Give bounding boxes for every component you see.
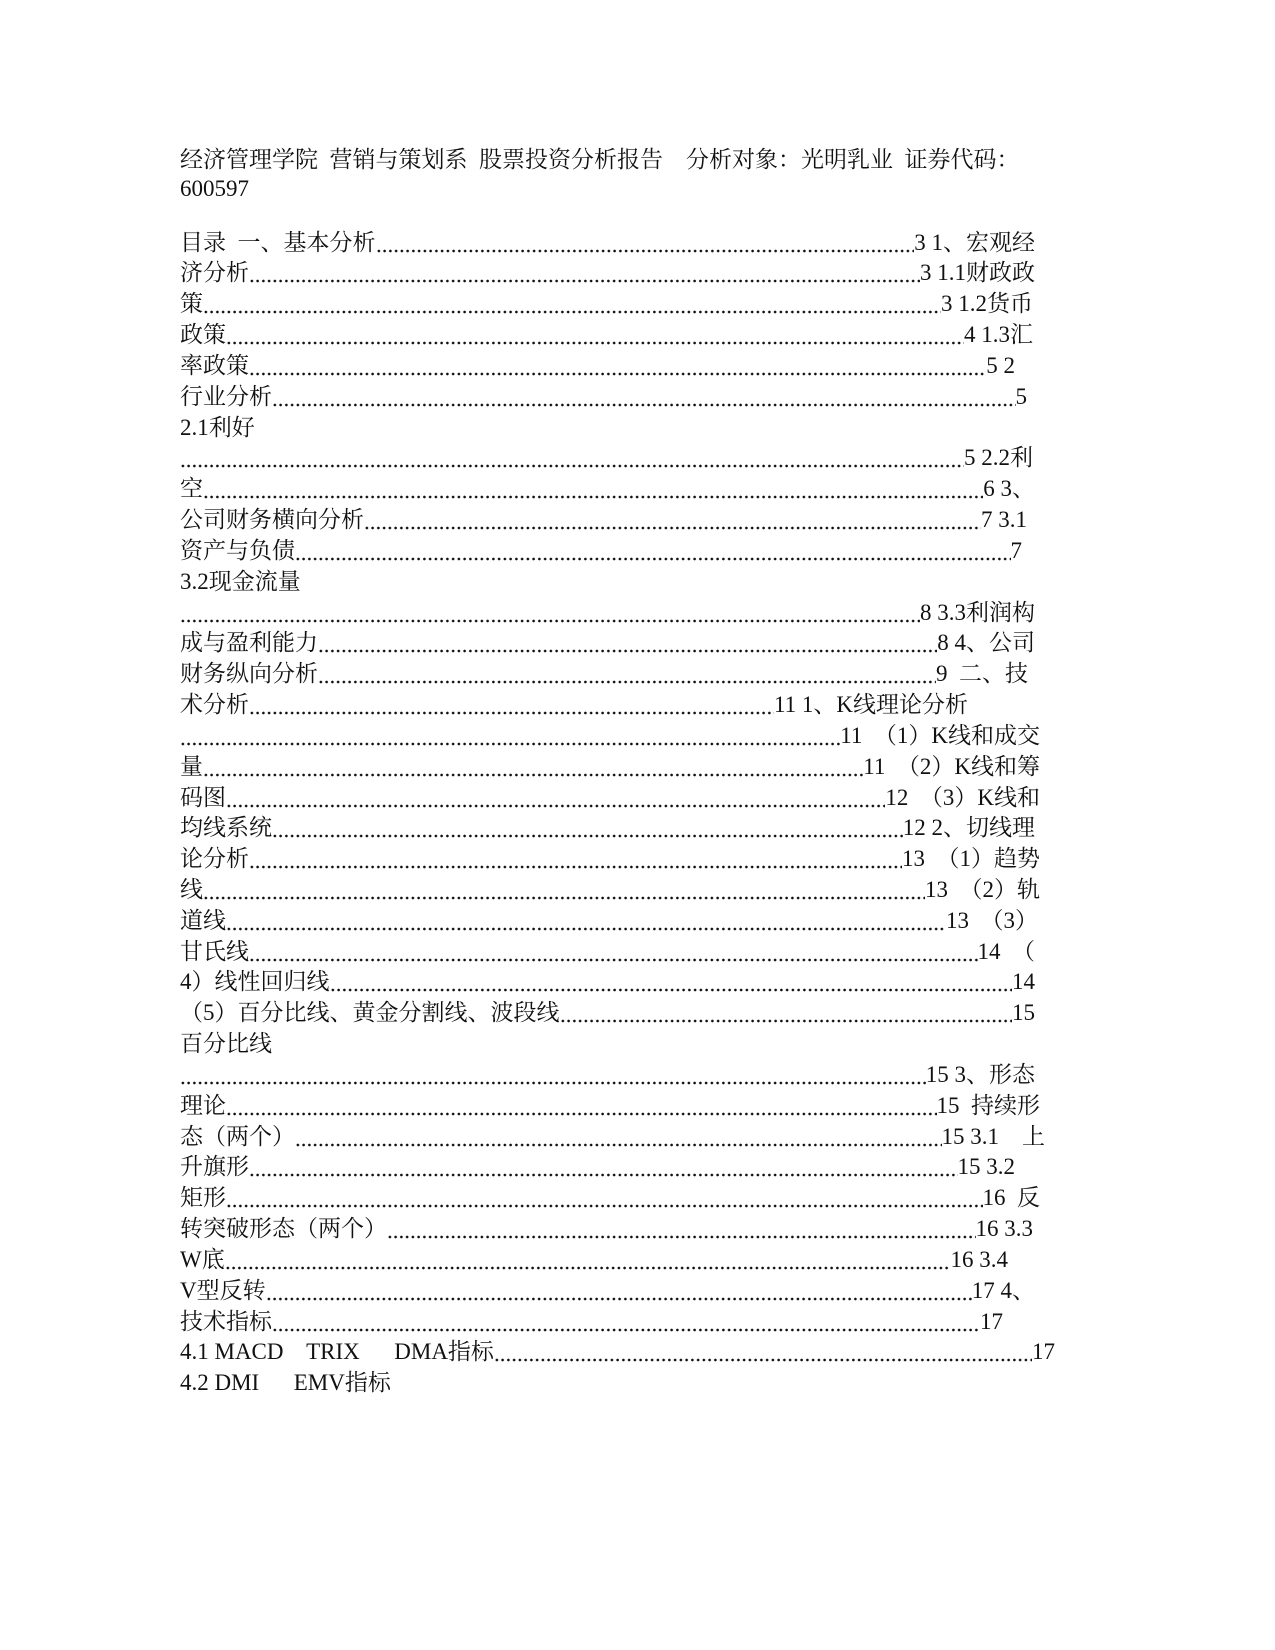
toc-page-text: 13 （1）趋势 <box>902 846 1040 872</box>
toc-entry-text: 论分析 <box>180 846 249 872</box>
toc-page-text: 5 <box>1015 383 1027 409</box>
dot-leader <box>249 1152 958 1183</box>
dot-leader <box>330 967 1013 998</box>
dot-leader <box>387 1214 976 1245</box>
dot-leader <box>226 1091 937 1122</box>
dot-leader <box>272 1307 980 1338</box>
toc-line <box>180 413 1080 444</box>
toc-page-text: 17 <box>1032 1339 1055 1365</box>
toc-line <box>180 1122 1045 1153</box>
toc-line <box>180 937 1035 968</box>
toc-line <box>180 1091 1040 1122</box>
toc-line <box>180 998 1035 1029</box>
dot-leader <box>226 906 946 937</box>
toc-page-text: 3 1.1财政政 <box>920 260 1035 286</box>
dot-leader <box>318 628 937 659</box>
toc-line <box>180 783 1040 814</box>
toc-line <box>180 721 1040 752</box>
report-header <box>180 145 1080 203</box>
toc-entry-text: 技术指标 <box>180 1308 272 1334</box>
toc-line <box>180 1183 1040 1214</box>
toc-line <box>180 443 1033 474</box>
toc-line <box>180 505 1027 536</box>
toc-line <box>180 875 1040 906</box>
dot-leader <box>376 228 915 259</box>
dot-leader <box>494 1337 1032 1368</box>
toc-page-text: 16 反 <box>982 1185 1040 1211</box>
dot-leader <box>226 320 964 351</box>
toc-page-text: 14 <box>1012 969 1035 995</box>
toc-line <box>180 536 1022 567</box>
toc-entry-text: 4.1 MACD TRIX DMA指标 <box>180 1339 494 1365</box>
toc-entry-text: 4.2 DMI EMV指标 <box>180 1370 391 1396</box>
toc-line <box>180 351 1015 382</box>
dot-leader <box>203 752 863 783</box>
report-title-line: 经济管理学院 营销与策划系 股票投资分析报告 分析对象：光明乳业 证券代码： <box>180 147 1020 172</box>
toc-page-text: 13 （3） <box>946 907 1038 933</box>
toc-page-text: 12 （3）K线和 <box>885 784 1040 810</box>
dot-leader <box>225 1245 951 1276</box>
dot-leader <box>560 998 1013 1029</box>
dot-leader <box>180 598 920 629</box>
toc-line <box>180 1214 1033 1245</box>
toc-page-text: 13 （2）轨 <box>925 876 1040 902</box>
toc-page-text: 9 二、技 <box>936 661 1028 687</box>
toc-page-text: 15 3.1 上 <box>941 1123 1045 1149</box>
stock-code: 600597 <box>180 176 249 201</box>
toc-line <box>180 690 968 721</box>
toc-page-text: 14 （ <box>977 938 1035 964</box>
toc-entry-text: 济分析 <box>180 260 249 286</box>
toc-entry-text: 码图 <box>180 784 226 810</box>
toc-entry-text: 策 <box>180 291 203 317</box>
toc-entry-text: 公司财务横向分析 <box>180 507 364 533</box>
toc-page-text: 12 2、切线理 <box>902 815 1035 841</box>
toc-line <box>180 1307 1003 1338</box>
toc-line <box>180 967 1035 998</box>
toc-line <box>180 320 1033 351</box>
toc-line <box>180 659 1028 690</box>
toc-line <box>180 906 1038 937</box>
toc-entry-text: 行业分析 <box>180 383 272 409</box>
dot-leader <box>226 1183 983 1214</box>
toc-entry-text: 资产与负债 <box>180 537 295 563</box>
toc-page-text: 8 3.3利润构 <box>920 599 1035 625</box>
toc-page-text: 3 1、宏观经 <box>914 229 1035 255</box>
dot-leader <box>180 1060 926 1091</box>
toc-page-text: 11 （1）K线和成交 <box>840 722 1040 748</box>
toc-page-text: 3 1.2货币 <box>941 291 1033 317</box>
toc-entry-text: 量 <box>180 753 203 779</box>
toc-entry-text: 矩形 <box>180 1185 226 1211</box>
toc-line <box>180 1368 1080 1399</box>
toc-line <box>180 1060 1035 1091</box>
toc-page-text: 15 持续形 <box>936 1092 1040 1118</box>
dot-leader <box>203 474 983 505</box>
dot-leader <box>249 937 978 968</box>
dot-leader <box>226 783 885 814</box>
toc-page-text: 11 （2）K线和筹 <box>863 753 1040 779</box>
toc-line <box>180 567 1080 598</box>
toc-entry-text: 率政策 <box>180 352 249 378</box>
dot-leader <box>266 1276 972 1307</box>
toc-entry-text: 财务纵向分析 <box>180 661 318 687</box>
toc-line <box>180 258 1035 289</box>
toc-line <box>180 1152 1015 1183</box>
toc-page-text: 16 3.4 <box>950 1246 1008 1272</box>
toc-entry-text: 3.2现金流量 <box>180 568 301 594</box>
toc-entry-text: 甘氏线 <box>180 938 249 964</box>
toc-page-text: 6 3、 <box>983 476 1035 502</box>
toc-entry-text: V型反转 <box>180 1277 266 1303</box>
toc-line <box>180 844 1040 875</box>
toc-page-text: 15 3、形态 <box>925 1061 1035 1087</box>
dot-leader <box>180 721 840 752</box>
toc-line <box>180 598 1035 629</box>
toc-page-text: 4 1.3汇 <box>964 322 1033 348</box>
toc-page-text: 16 3.3 <box>975 1216 1033 1242</box>
table-of-contents <box>180 228 1080 1399</box>
toc-line <box>180 228 1035 259</box>
toc-line <box>180 1276 1035 1307</box>
toc-entry-text: 政策 <box>180 322 226 348</box>
toc-line <box>180 382 1027 413</box>
toc-line <box>180 628 1035 659</box>
toc-page-text: 5 2 <box>986 352 1015 378</box>
toc-page-text: 17 4、 <box>971 1277 1035 1303</box>
toc-page-text: 7 <box>1010 537 1022 563</box>
toc-entry-text: 4）线性回归线 <box>180 969 330 995</box>
toc-page-text: 8 4、公司 <box>937 630 1035 656</box>
dot-leader <box>318 659 936 690</box>
toc-line <box>180 1029 1080 1060</box>
dot-leader <box>180 443 964 474</box>
toc-entry-text: 理论 <box>180 1092 226 1118</box>
dot-leader <box>295 536 1011 567</box>
toc-line <box>180 1245 1008 1276</box>
toc-line <box>180 1337 1055 1368</box>
toc-entry-text: W底 <box>180 1246 225 1272</box>
toc-entry-text: 升旗形 <box>180 1154 249 1180</box>
toc-page-text: 11 1、K线理论分析 <box>773 692 968 718</box>
dot-leader <box>364 505 981 536</box>
toc-entry-text: 成与盈利能力 <box>180 630 318 656</box>
dot-leader <box>203 875 925 906</box>
dot-leader <box>203 289 941 320</box>
toc-page-text: 17 <box>980 1308 1003 1334</box>
toc-line <box>180 813 1035 844</box>
toc-entry-text: 均线系统 <box>180 815 272 841</box>
toc-line <box>180 289 1033 320</box>
toc-entry-text: 态（两个） <box>180 1123 295 1149</box>
toc-page-text: 15 3.2 <box>957 1154 1015 1180</box>
toc-entry-text: 2.1利好 <box>180 414 255 440</box>
dot-leader <box>272 813 903 844</box>
toc-entry-text: 道线 <box>180 907 226 933</box>
toc-entry-text: 空 <box>180 476 203 502</box>
toc-page-text: 15 <box>1012 1000 1035 1026</box>
toc-page-text: 5 2.2利 <box>964 445 1033 471</box>
toc-line <box>180 752 1040 783</box>
toc-entry-text: 百分比线 <box>180 1031 272 1057</box>
toc-page-text: 7 3.1 <box>981 507 1027 533</box>
dot-leader <box>272 382 1016 413</box>
dot-leader <box>249 844 902 875</box>
dot-leader <box>249 258 920 289</box>
toc-entry-text: 线 <box>180 876 203 902</box>
toc-entry-text: （5）百分比线、黄金分割线、波段线 <box>180 1000 560 1026</box>
toc-line <box>180 474 1035 505</box>
dot-leader <box>295 1122 942 1153</box>
dot-leader <box>249 351 986 382</box>
toc-entry-text: 目录 一、基本分析 <box>180 229 376 255</box>
dot-leader <box>249 690 774 721</box>
toc-entry-text: 转突破形态（两个） <box>180 1216 387 1242</box>
toc-entry-text: 术分析 <box>180 692 249 718</box>
